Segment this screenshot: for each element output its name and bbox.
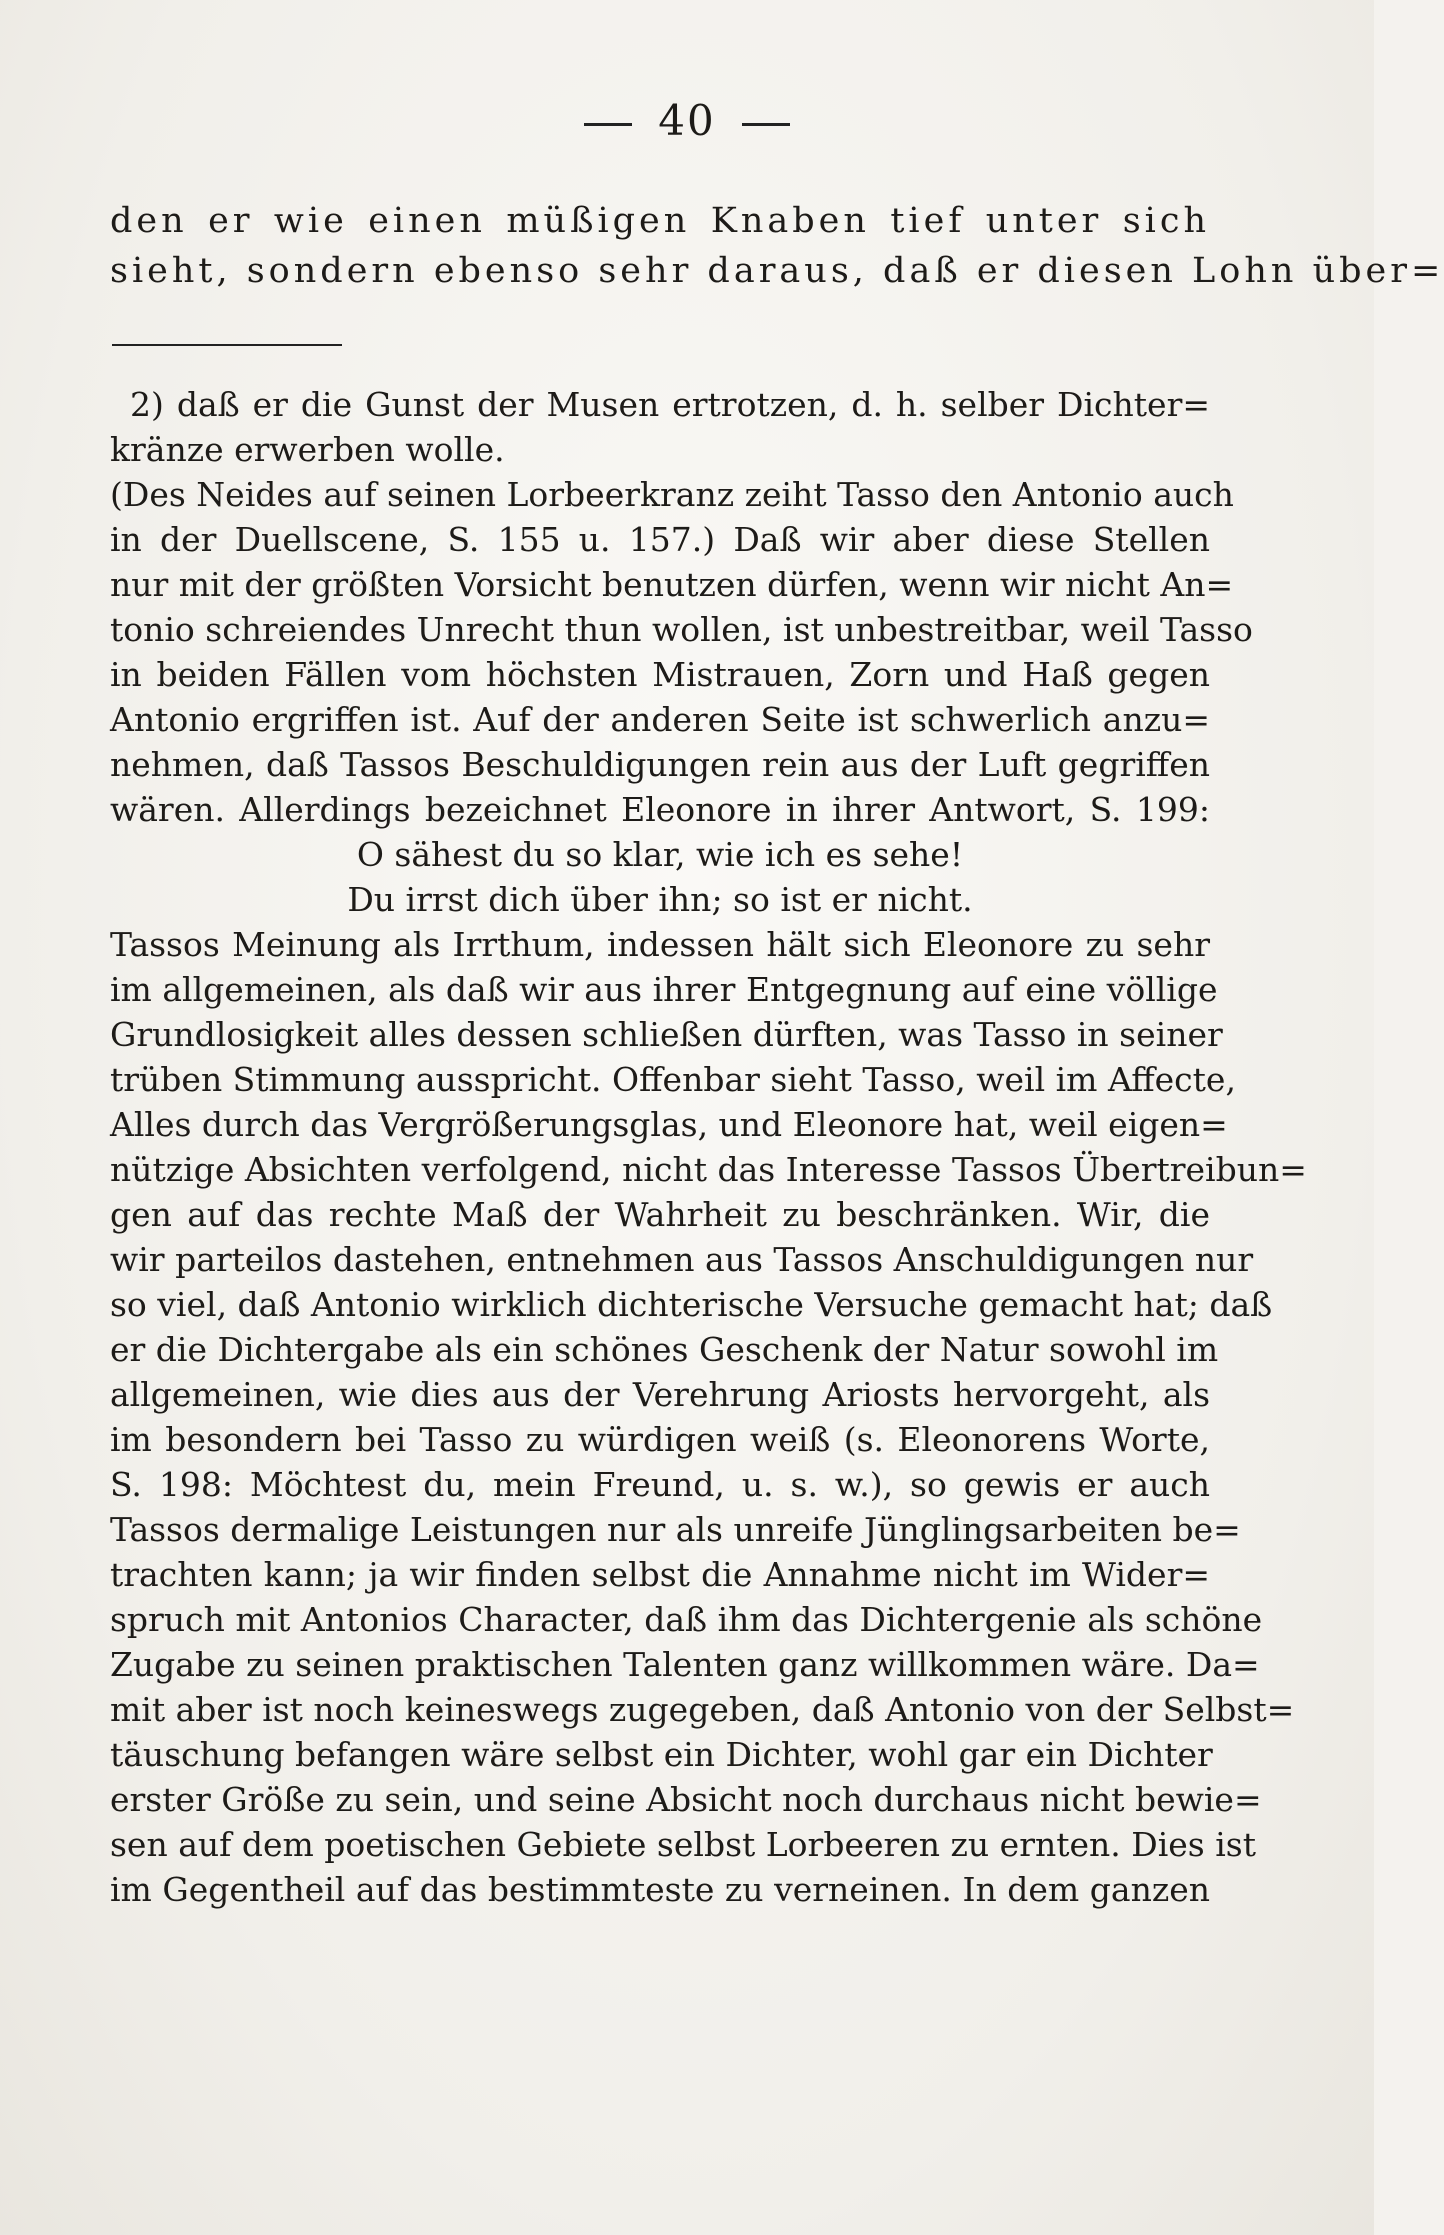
- footnote-line: im besondern bei Tasso zu würdigen weiß (s. Eleonorens Worte,: [110, 1420, 1210, 1459]
- footnote-line: S. 198: Möchtest du, mein Freund, u. s. w.), so gewis er auch: [110, 1465, 1210, 1504]
- footnote-line: wären. Allerdings bezeichnet Eleonore in ihrer Antwort, S. 199:: [110, 790, 1210, 829]
- main-text: [110, 196, 1444, 296]
- quote-line: O sähest du so klar, wie ich es sehe!: [356, 835, 964, 874]
- quote-line: Du irrst dich über ihn; so ist er nicht.: [347, 880, 973, 919]
- footnote-line: in beiden Fällen vom höchsten Mistrauen, Zorn und Haß gegen: [110, 655, 1210, 694]
- footnote-line: täuschung befangen wäre selbst ein Dichter, wohl gar ein Dichter: [110, 1735, 1213, 1774]
- footnote-line: Zugabe zu seinen praktischen Talenten ganz willkommen wäre. Da=: [110, 1645, 1260, 1684]
- page-number: 40: [658, 96, 716, 145]
- footnote-line: (Des Neides auf seinen Lorbeerkranz zeiht Tasso den Antonio auch: [110, 475, 1234, 514]
- footnote-line: Tassos dermalige Leistungen nur als unreife Jünglingsarbeiten be=: [110, 1510, 1241, 1549]
- footnote-separator: [112, 344, 342, 346]
- footnote-line: gen auf das rechte Maß der Wahrheit zu beschränken. Wir, die: [110, 1195, 1210, 1234]
- footnote-line: so viel, daß Antonio wirklich dichterische Versuche gemacht hat; daß: [110, 1285, 1273, 1324]
- footnote-line: im allgemeinen, als daß wir aus ihrer Entgegnung auf eine völlige: [110, 970, 1218, 1009]
- footnote-line: in der Duellscene, S. 155 u. 157.) Daß wir aber diese Stellen: [110, 520, 1210, 559]
- footnote-line: tonio schreiendes Unrecht thun wollen, ist unbestreitbar, weil Tasso: [110, 610, 1253, 649]
- footnote-line: Grundlosigkeit alles dessen schließen dürften, was Tasso in seiner: [110, 1015, 1223, 1054]
- footnote-text: [110, 382, 1307, 1912]
- header-dash-right: [742, 123, 790, 126]
- text-line: sieht, sondern ebenso sehr daraus, daß er diesen Lohn über=: [110, 251, 1444, 291]
- footnote-line: erster Größe zu sein, und seine Absicht noch durchaus nicht bewie=: [110, 1780, 1262, 1819]
- header-dash-left: [584, 123, 632, 126]
- footnote-line: Tassos Meinung als Irrthum, indessen hält sich Eleonore zu sehr: [110, 925, 1210, 964]
- footnote-line: trachten kann; ja wir finden selbst die Annahme nicht im Wider=: [110, 1555, 1210, 1594]
- footnote-line: er die Dichtergabe als ein schönes Geschenk der Natur sowohl im: [110, 1330, 1219, 1369]
- footnote-line: Antonio ergriffen ist. Auf der anderen Seite ist schwerlich anzu=: [110, 700, 1210, 739]
- footnote-line: mit aber ist noch keineswegs zugegeben, daß Antonio von der Selbst=: [110, 1690, 1295, 1729]
- footnote-line: nur mit der größten Vorsicht benutzen dürfen, wenn wir nicht An=: [110, 565, 1234, 604]
- page-header: [0, 96, 1374, 145]
- footnote-line: trüben Stimmung ausspricht. Offenbar sieht Tasso, weil im Affecte,: [110, 1060, 1236, 1099]
- footnote-line: wir parteilos dastehen, entnehmen aus Tassos Anschuldigungen nur: [110, 1240, 1254, 1279]
- footnote-line: nützige Absichten verfolgend, nicht das Interesse Tassos Übertreibun=: [110, 1150, 1307, 1189]
- footnote-line: spruch mit Antonios Character, daß ihm das Dichtergenie als schöne: [110, 1600, 1263, 1639]
- footnote-line: nehmen, daß Tassos Beschuldigungen rein aus der Luft gegriffen: [110, 745, 1210, 784]
- text-line: den er wie einen müßigen Knaben tief unter sich: [110, 201, 1210, 241]
- footnote-line: 2) daß er die Gunst der Musen ertrotzen, d. h. selber Dichter=: [130, 385, 1210, 424]
- footnote-line: im Gegentheil auf das bestimmteste zu verneinen. In dem ganzen: [110, 1870, 1210, 1909]
- footnote-line: Alles durch das Vergrößerungsglas, und Eleonore hat, weil eigen=: [110, 1105, 1228, 1144]
- footnote-line: allgemeinen, wie dies aus der Verehrung Ariosts hervorgeht, als: [110, 1375, 1210, 1414]
- footnote-line: kränze erwerben wolle.: [110, 430, 505, 469]
- footnote-line: sen auf dem poetischen Gebiete selbst Lorbeeren zu ernten. Dies ist: [110, 1825, 1256, 1864]
